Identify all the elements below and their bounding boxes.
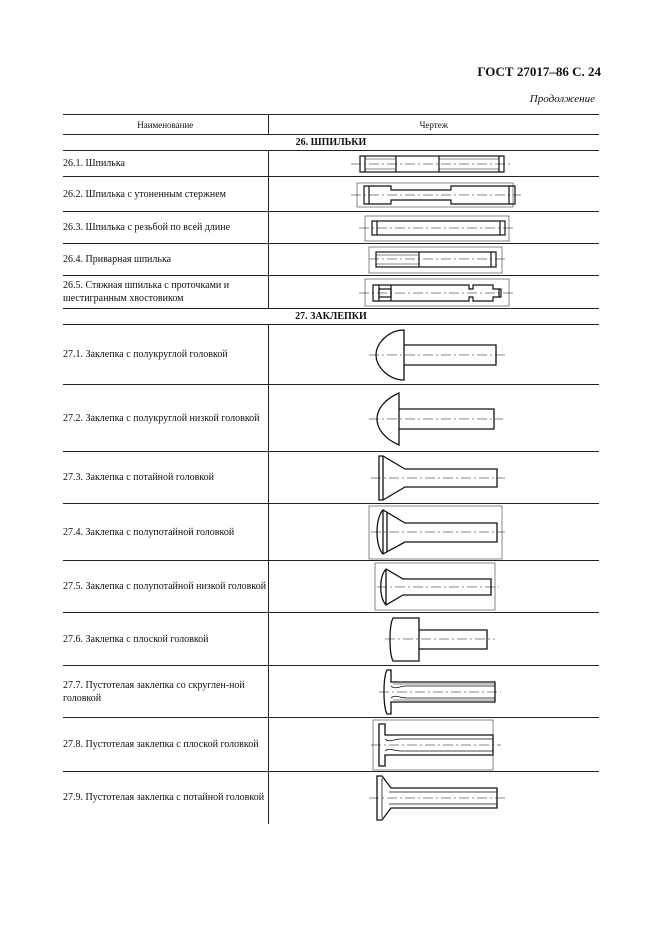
row-label: 26.2. Шпилька с утоненным стержнем: [63, 177, 268, 212]
row-label: 26.1. Шпилька: [63, 151, 268, 177]
row-label: 26.4. Приварная шпилька: [63, 244, 268, 276]
rivet-flat-head-icon: [268, 613, 599, 666]
rivet-low-round-head-icon: [268, 385, 599, 452]
row-label: 27.1. Заклепка с полукруглой головкой: [63, 325, 268, 385]
table-row: [63, 772, 599, 824]
section-title: 27. ЗАКЛЕПКИ: [63, 309, 599, 325]
table-row: [63, 666, 599, 718]
page-header: ГОСТ 27017–86 С. 24: [477, 64, 601, 79]
row-label: 26.3. Шпилька с резьбой по всей длине: [63, 212, 268, 244]
hollow-rivet-round-head-icon: [268, 666, 599, 718]
table-row: [63, 276, 599, 309]
row-label: 27.2. Заклепка с полукруглой низкой головкой: [63, 385, 268, 452]
table-row: [63, 212, 599, 244]
table-row: [63, 325, 599, 385]
section-title: 26. ШПИЛЬКИ: [63, 135, 599, 151]
row-label: 26.5. Стяжная шпилька с проточками и шестигранным хвостовиком: [63, 276, 268, 309]
table-row: [63, 385, 599, 452]
rivet-countersunk-head-icon: [268, 452, 599, 504]
row-label: 27.9. Пустотелая заклепка с потайной головкой: [63, 772, 268, 824]
weld-stud-icon: [268, 244, 599, 276]
rivet-low-raised-countersunk-icon: [268, 561, 599, 613]
table-row: [63, 151, 599, 177]
row-label: 27.3. Заклепка с потайной головкой: [63, 452, 268, 504]
table-row: [63, 561, 599, 613]
table-row: [63, 613, 599, 666]
table-row: [63, 504, 599, 561]
table-header-row: [63, 115, 599, 135]
rivet-raised-countersunk-icon: [268, 504, 599, 561]
hollow-rivet-flat-head-icon: [268, 718, 599, 772]
stud-full-thread-icon: [268, 212, 599, 244]
section-row: [63, 135, 599, 151]
row-label: 27.7. Пустотелая заклепка со скруглен-ной головкой: [63, 666, 268, 718]
section-row: [63, 309, 599, 325]
column-header-drawing: Чертеж: [268, 115, 599, 135]
tie-stud-icon: [268, 276, 599, 309]
rivet-round-head-icon: [268, 325, 599, 385]
table-row: [63, 177, 599, 212]
column-header-name: Наименование: [63, 115, 268, 135]
row-label: 27.5. Заклепка с полупотайной низкой головкой: [63, 561, 268, 613]
table-row: [63, 452, 599, 504]
stud-thinned-icon: [268, 177, 599, 212]
row-label: 27.6. Заклепка с плоской головкой: [63, 613, 268, 666]
continuation-label: Продолжение: [529, 93, 595, 105]
terms-table: [63, 114, 599, 824]
table-row: [63, 244, 599, 276]
hollow-rivet-countersunk-icon: [268, 772, 599, 824]
row-label: 27.4. Заклепка с полупотайной головкой: [63, 504, 268, 561]
stud-icon: [268, 151, 599, 177]
row-label: 27.8. Пустотелая заклепка с плоской головкой: [63, 718, 268, 772]
table-row: [63, 718, 599, 772]
